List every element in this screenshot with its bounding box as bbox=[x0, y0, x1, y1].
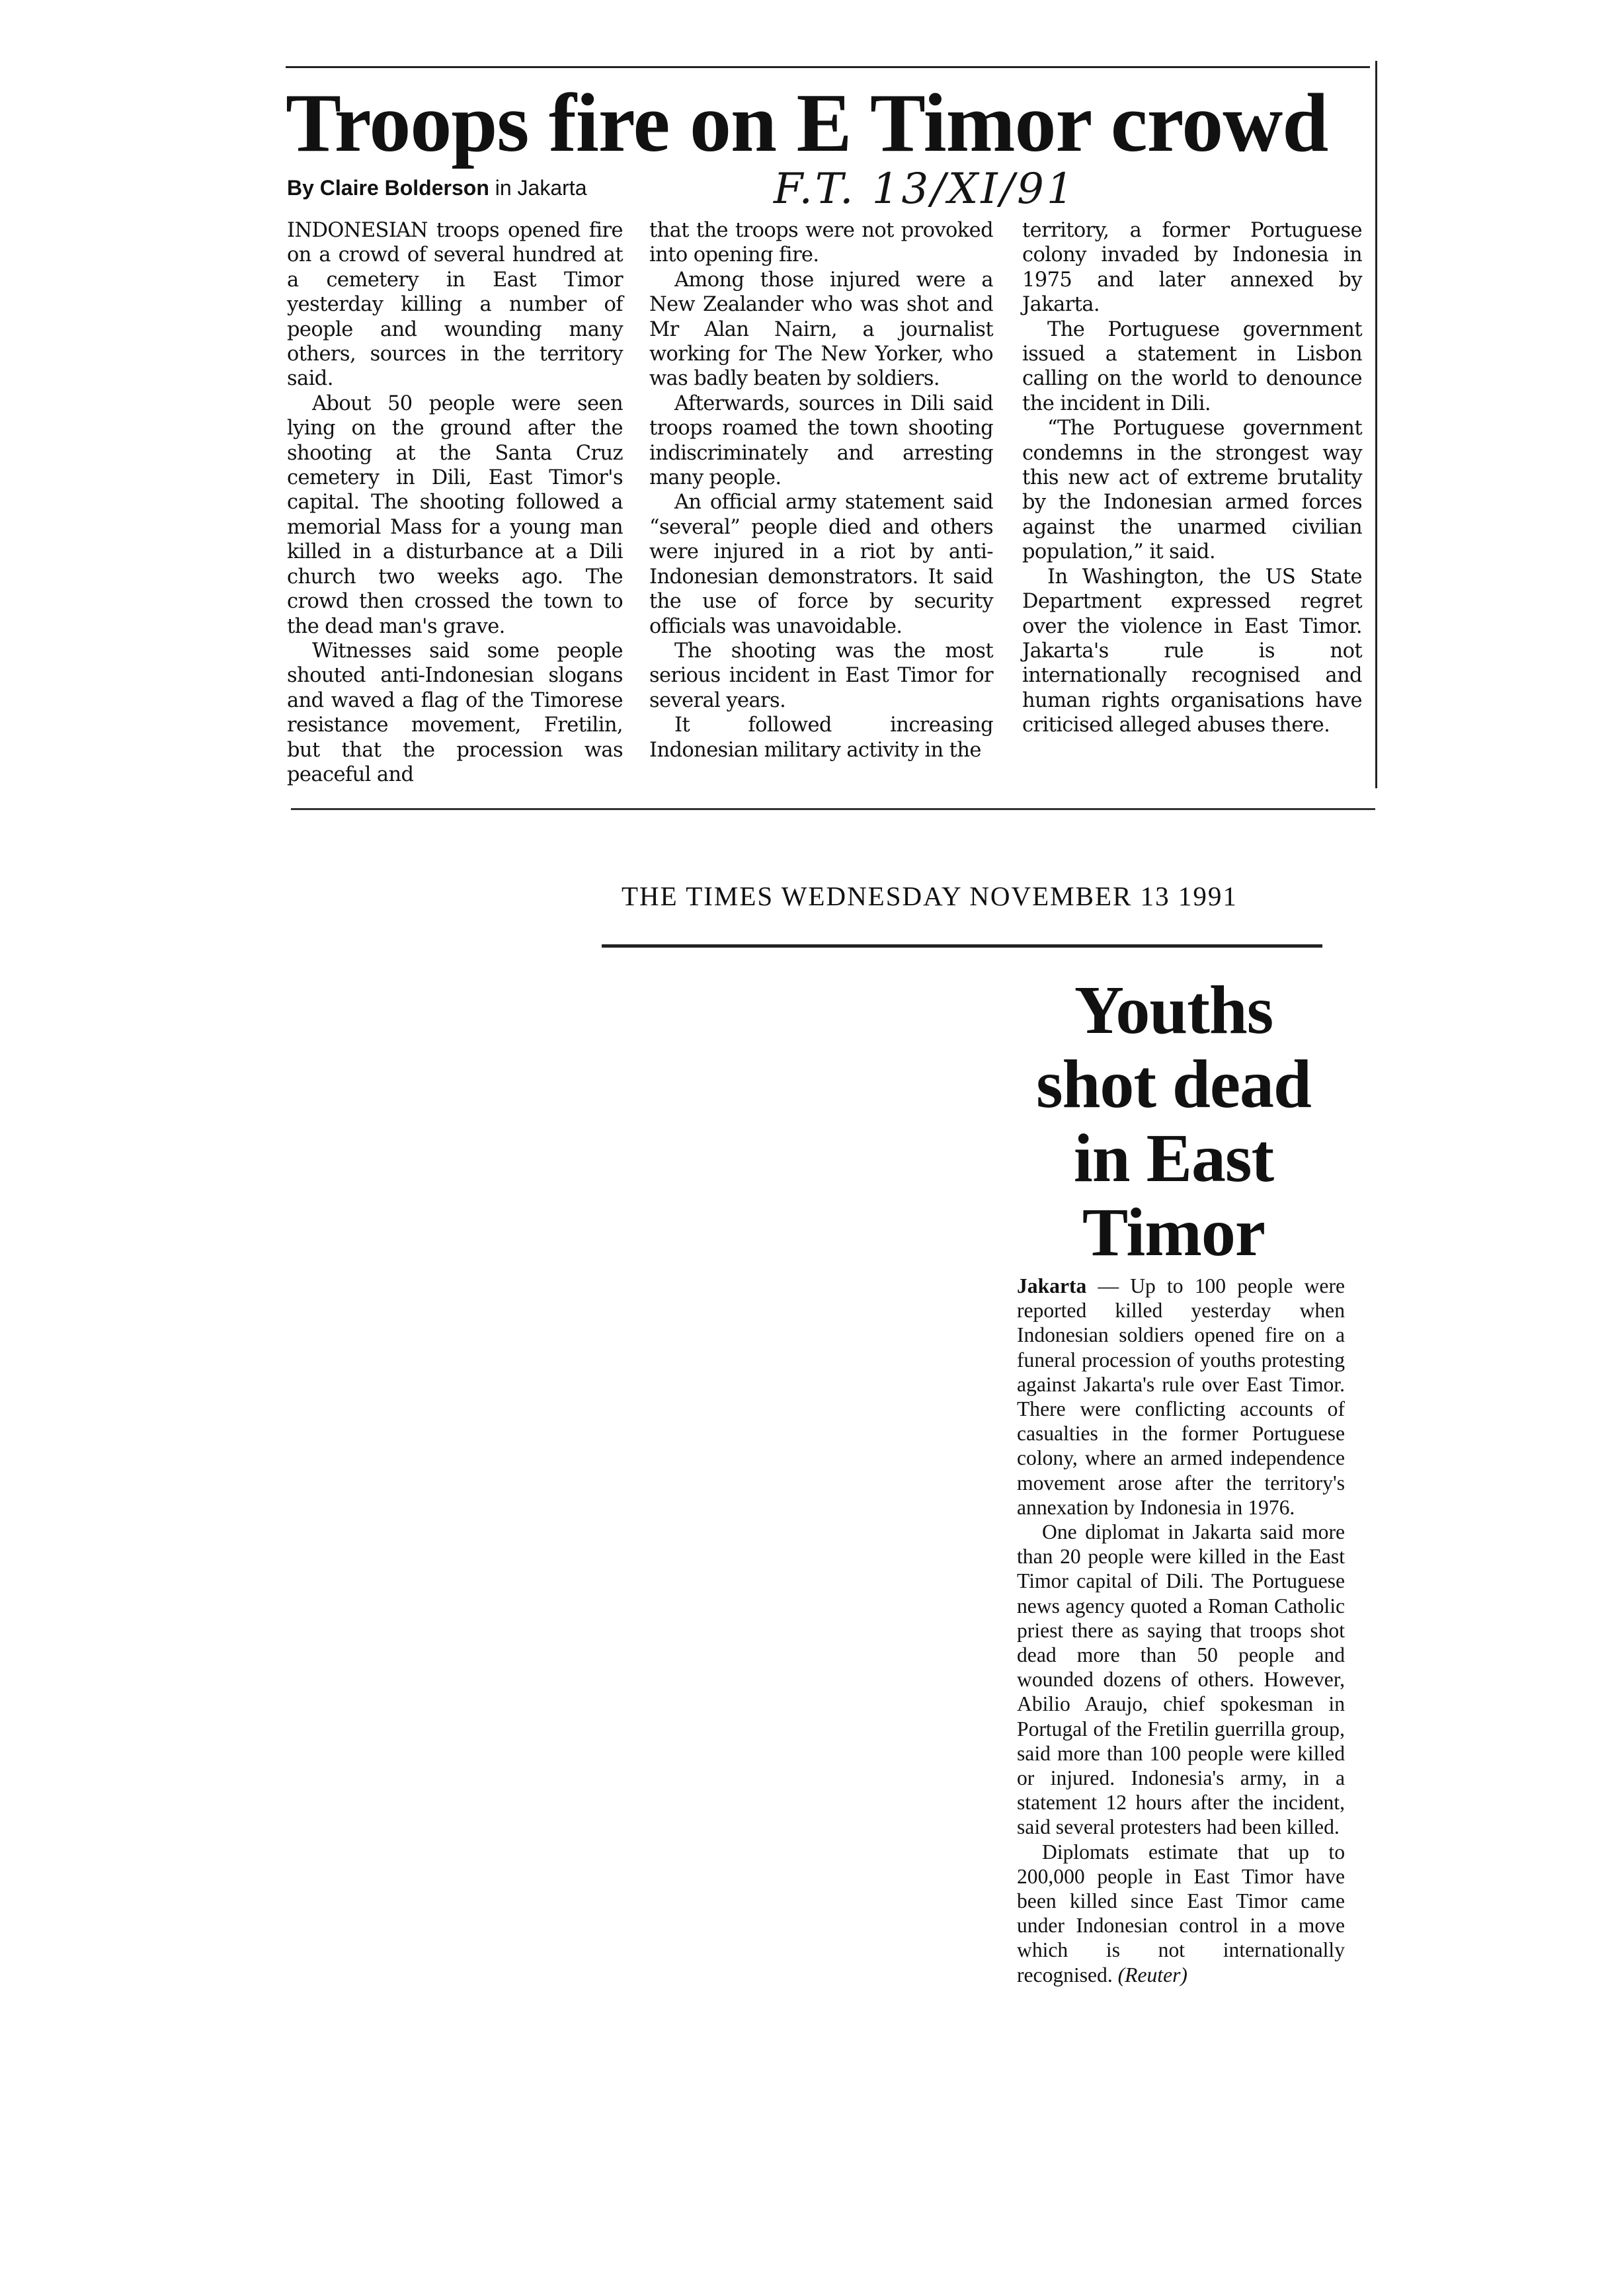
times-dateline-place: Jakarta bbox=[1017, 1274, 1087, 1297]
times-paragraph bbox=[1017, 1840, 1345, 1987]
ft-paragraph: Among those injured were a New Zealander who was shot and Mr Alan Nairn, a journalist working for The New Yorker, who was badly beaten by soldiers. bbox=[649, 268, 993, 391]
ft-paragraph: INDONESIAN troops opened fire on a crowd of several hundred at a cemetery in East Timor yesterday killing a number of people and wounding many others, sources in the territory said. bbox=[287, 219, 623, 391]
times-dateline: THE TIMES WEDNESDAY NOVEMBER 13 1991 bbox=[622, 881, 1238, 911]
ft-column-2 bbox=[649, 218, 993, 762]
ft-headline: Troops fire on E Timor crowd bbox=[286, 77, 1328, 169]
times-headline: Youths shot dead in East Timor bbox=[1036, 972, 1311, 1270]
ft-paragraph: The shooting was the most serious incident in East Timor for several years. bbox=[649, 639, 993, 712]
ft-paragraph: About 50 people were seen lying on the ground after the shooting at the Santa Cruz cemetery in Dili, East Timor's capital. The shooting followed a memorial Mass for a young man killed in a disturbance at a Dili church two weeks ago. The crowd then crossed the town to the dead man's grave. bbox=[287, 391, 623, 638]
byline-location: in Jakarta bbox=[495, 176, 587, 200]
ft-paragraph: An official army statement said “several” people died and others were injured in a riot by anti-Indonesian demonstrators. It said the use of force by security officials was unavoidable. bbox=[649, 491, 993, 638]
times-paragraph bbox=[1017, 1274, 1345, 1520]
times-paragraph: One diplomat in Jakarta said more than 20 people were killed in the East Timor capital of Dili. The Portuguese news agency quoted a Roman Catholic priest there as saying that troops shot dead more than 50 people and wounded dozens of others. However, Abilio Araujo, chief spokesman in Portugal of the Fretilin guerrilla group, said more than 100 people were killed or injured. Indonesia's army, in a statement 12 hours after the incident, said several protesters had been killed. bbox=[1017, 1520, 1345, 1839]
ft-paragraph: Afterwards, sources in Dili said troops roamed the town shooting indiscriminately and arresting many people. bbox=[649, 391, 993, 490]
times-paragraph-text: — Up to 100 people were reported killed yesterday when Indonesian soldiers opened fire on a funeral procession of youths protesting against Jakarta's rule over East Timor. There were conflicting accounts of casualties in the former Portuguese colony, where an armed independence movement arose after the territory's annexation by Indonesia in 1976. bbox=[1017, 1274, 1345, 1519]
ft-paragraph: In Washington, the US State Department expressed regret over the violence in East Timor. Jakarta's rule is not internationally recognised and human rights organisations have criticised alleged abuses there. bbox=[1022, 565, 1362, 737]
ft-paragraph: territory, a former Portuguese colony invaded by Indonesia in 1975 and later annexed by Jakarta. bbox=[1022, 219, 1362, 317]
times-paragraph-text: Diplomats estimate that up to 200,000 people in East Timor have been killed since East Timor came under Indonesian control in a move which is not internationally recognised. bbox=[1017, 1840, 1345, 1987]
ft-paragraph: Witnesses said some people shouted anti-Indonesian slogans and waved a flag of the Timorese resistance movement, Fretilin, but that the procession was peaceful and bbox=[287, 639, 623, 786]
ft-byline bbox=[287, 175, 586, 201]
byline-author: By Claire Bolderson bbox=[287, 176, 489, 200]
times-body bbox=[1017, 1274, 1345, 1987]
ft-paragraph: that the troops were not provoked into opening fire. bbox=[649, 219, 993, 267]
times-credit: (Reuter) bbox=[1117, 1963, 1187, 1987]
ft-paragraph: “The Portuguese government condemns in the strongest way this new act of extreme brutality by the Indonesian armed forces against the unarmed civilian population,” it said. bbox=[1022, 417, 1362, 564]
handwritten-annotation: F.T. 13/XI/91 bbox=[774, 165, 1076, 214]
right-rule bbox=[1375, 61, 1377, 788]
ft-paragraph: It followed increasing Indonesian military activity in the bbox=[649, 714, 993, 762]
ft-paragraph: The Portuguese government issued a statement in Lisbon calling on the world to denounce the incident in Dili. bbox=[1022, 317, 1362, 415]
top-rule bbox=[286, 66, 1370, 68]
times-rule bbox=[602, 944, 1322, 948]
bottom-rule bbox=[291, 808, 1375, 810]
ft-column-3 bbox=[1022, 218, 1362, 738]
ft-column-1 bbox=[287, 218, 623, 787]
